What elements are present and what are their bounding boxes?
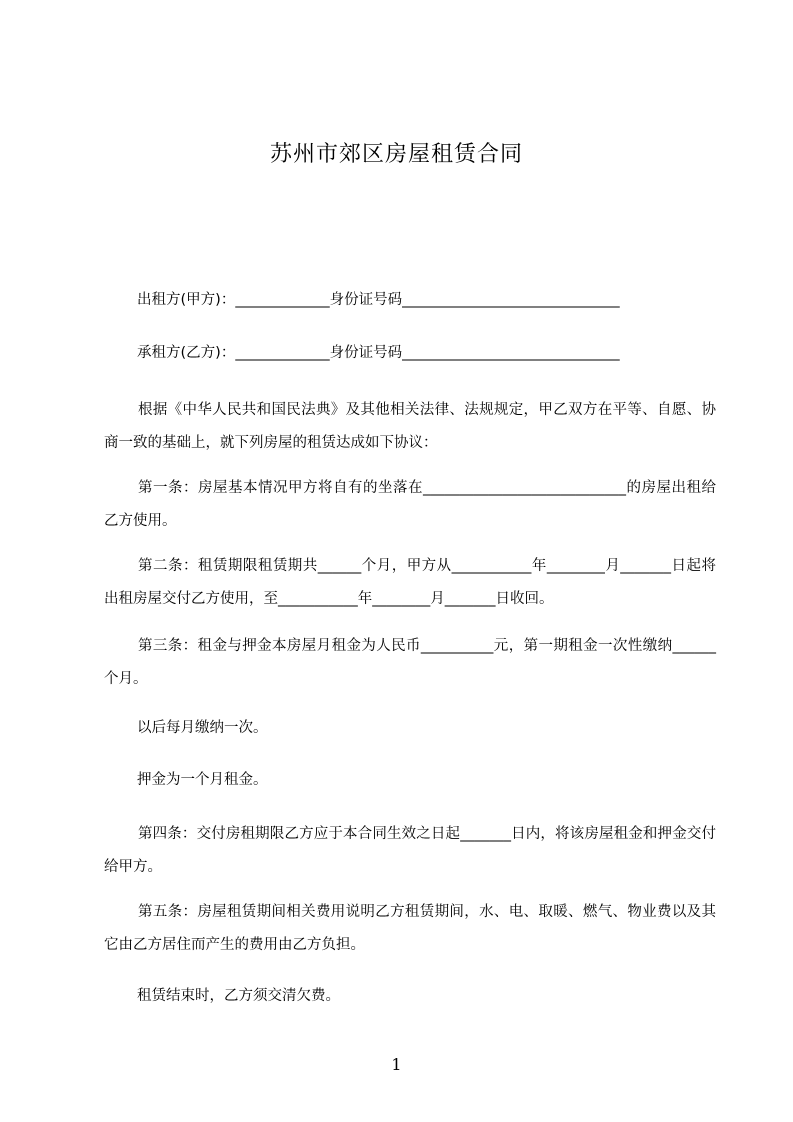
article-3-paragraph: 第三条：租金与押金本房屋月租金为人民币__________元，第一期租金一次性缴纳______个月。 (104, 638, 716, 687)
deposit-note: 押金为一个月租金。 (137, 772, 268, 788)
article-4-paragraph: 第四条：交付房租期限乙方应于本合同生效之日起_______日内，将该房屋租金和押金交付给甲方。 (104, 826, 716, 875)
lessee-line: 承租方(乙方)：_____________身份证号码______________________________ (137, 345, 620, 361)
page-number: 1 (391, 1055, 402, 1074)
article-2-paragraph: 第二条：租赁期限租赁期共______个月，甲方从___________年________月_______日起将出租房屋交付乙方使用，至___________年________月_______日收回。 (104, 558, 716, 607)
lessor-line: 出租方(甲方)：_____________身份证号码______________________________ (137, 292, 620, 308)
lease-end-note: 租赁结束时，乙方须交清欠费。 (137, 988, 340, 1004)
monthly-payment-note: 以后每月缴纳一次。 (137, 720, 268, 736)
article-1-paragraph: 第一条：房屋基本情况甲方将自有的坐落在____________________________的房屋出租给乙方使用。 (104, 480, 716, 529)
preamble-paragraph: 根据《中华人民共和国民法典》及其他相关法律、法规规定，甲乙双方在平等、自愿、协商一致的基础上，就下列房屋的租赁达成如下协议： (104, 402, 716, 451)
article-5-paragraph: 第五条：房屋租赁期间相关费用说明乙方租赁期间，水、电、取暖、燃气、物业费以及其它由乙方居住而产生的费用由乙方负担。 (104, 904, 716, 953)
document-title: 苏州市郊区房屋租赁合同 (269, 142, 523, 167)
